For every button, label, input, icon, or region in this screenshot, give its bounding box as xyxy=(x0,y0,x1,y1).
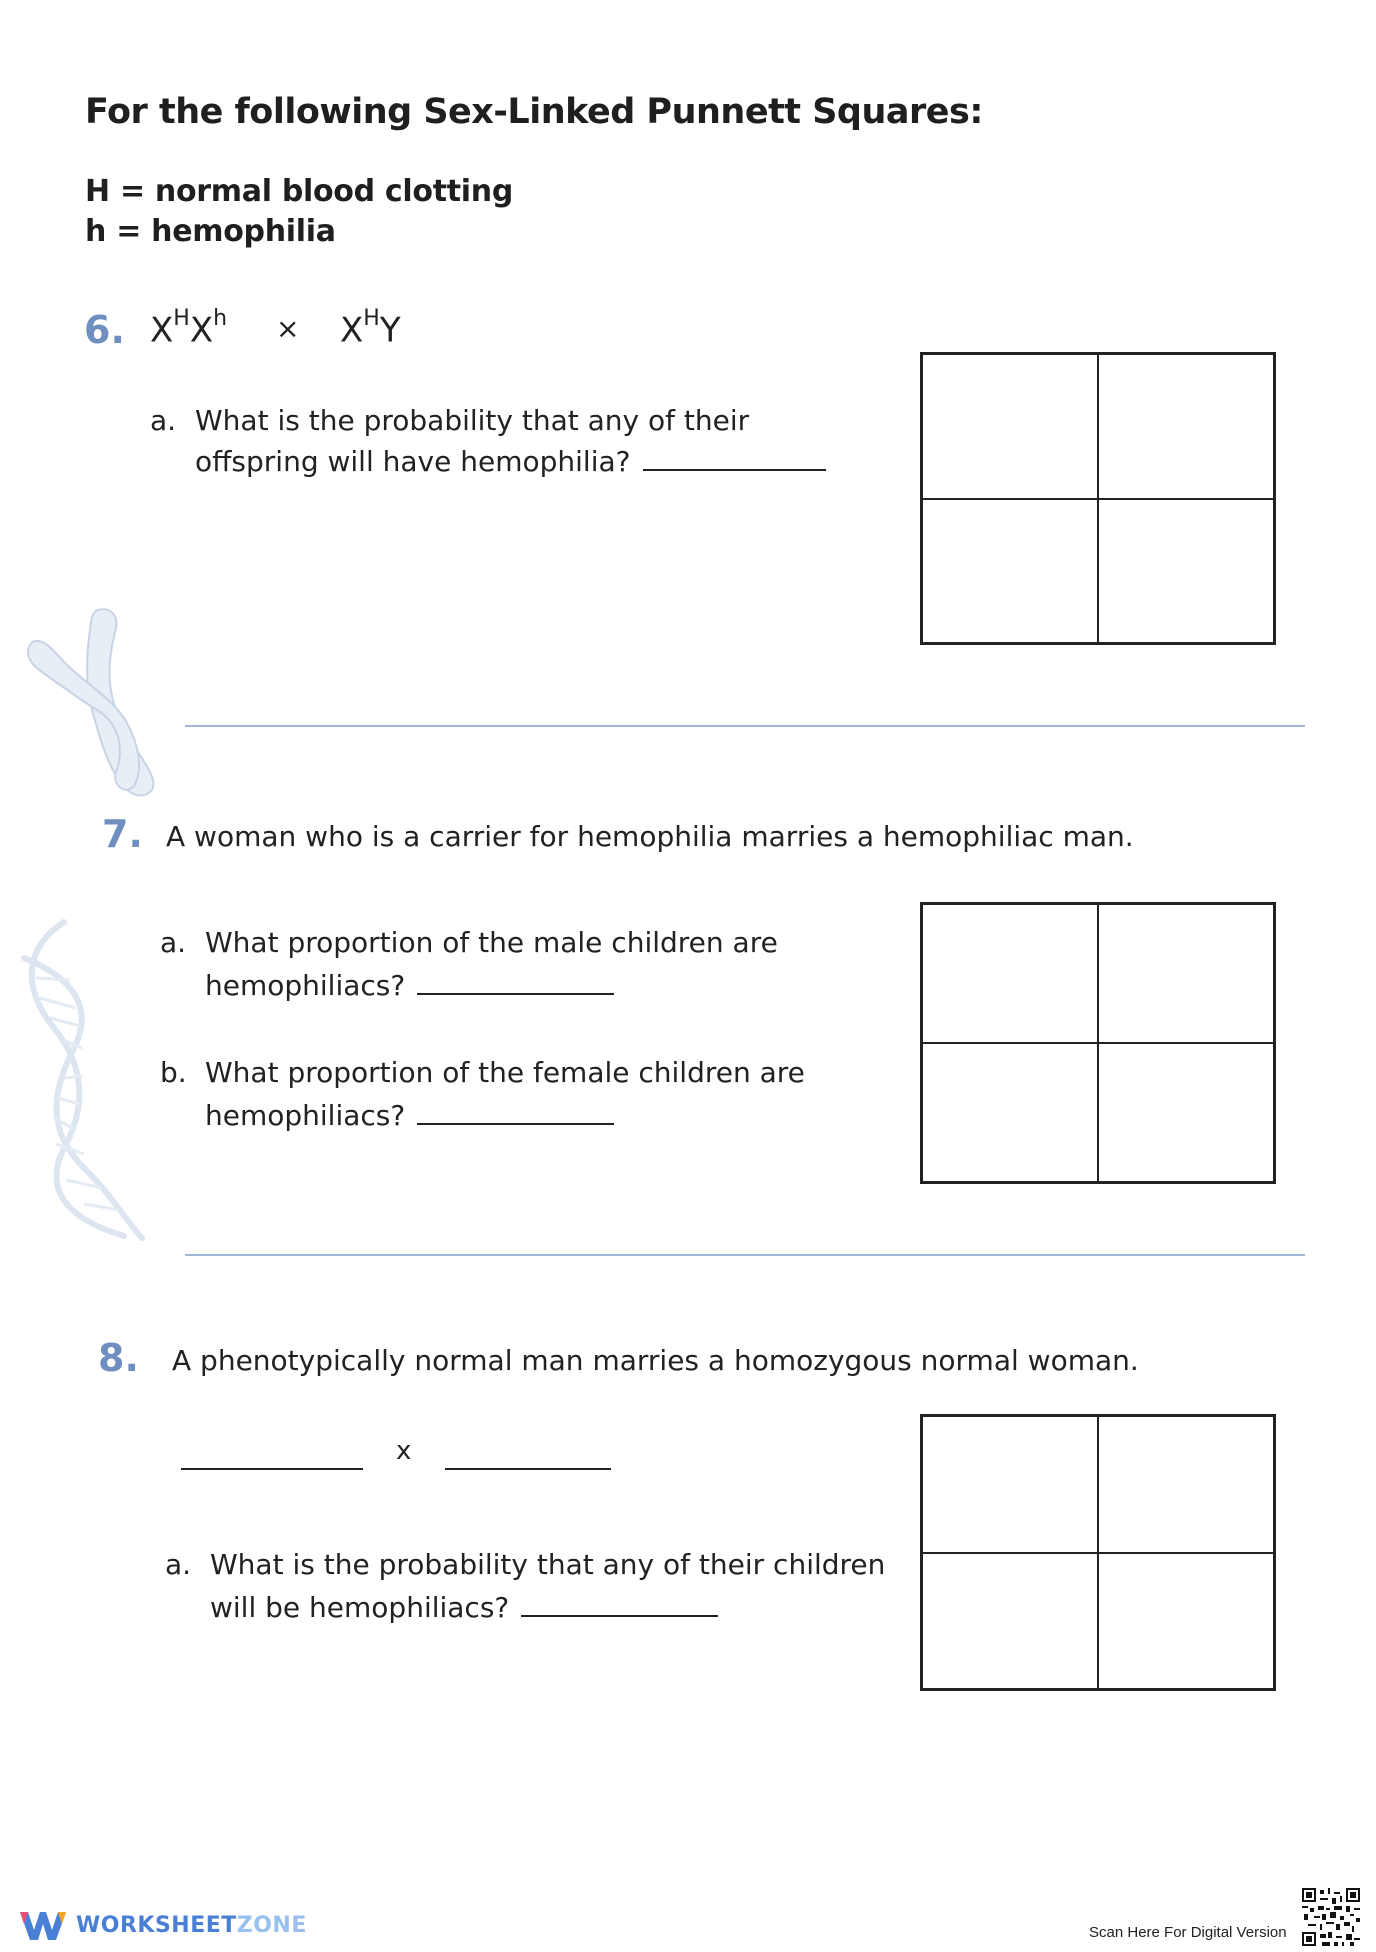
q7-part-a xyxy=(160,922,800,1012)
q8-a-answer-blank[interactable] xyxy=(521,1589,718,1617)
w-logo-icon xyxy=(18,1906,68,1946)
q6-punnett-square xyxy=(920,352,1276,645)
q8-cross-symbol: x xyxy=(396,1436,412,1466)
q7-text: A woman who is a carrier for hemophilia marries a hemophiliac man. xyxy=(166,820,1134,853)
q6-a-line1: What is the probability that any of their xyxy=(195,404,750,437)
q8-punnett-square xyxy=(920,1414,1276,1691)
brand-accent: ZONE xyxy=(236,1913,307,1938)
q8-a-letter: a. xyxy=(165,1548,192,1581)
qr-code-icon[interactable] xyxy=(1302,1888,1360,1946)
brand-main: WORKSHEET xyxy=(76,1913,237,1938)
punnett-cell[interactable] xyxy=(922,499,1098,644)
q8-part-a xyxy=(165,1544,886,1634)
legend-dominant: H = normal blood clotting xyxy=(85,174,513,209)
scan-caption: Scan Here For Digital Version xyxy=(1089,1924,1287,1941)
q8-a-line2: will be hemophiliacs? xyxy=(210,1591,510,1624)
q7-b-letter: b. xyxy=(160,1056,187,1089)
punnett-cell[interactable] xyxy=(1098,1043,1274,1182)
punnett-cell[interactable] xyxy=(1098,499,1274,644)
q7-a-line2: hemophiliacs? xyxy=(205,969,406,1002)
q6-mother-genotype: $X^HX^h$ xyxy=(150,306,228,351)
q7-b-line2: hemophiliacs? xyxy=(205,1099,406,1132)
dna-helix-icon xyxy=(14,918,154,1248)
q7-b-answer-blank[interactable] xyxy=(417,1097,614,1125)
q8-a-line1: What is the probability that any of their children xyxy=(210,1548,886,1581)
punnett-cell[interactable] xyxy=(1098,354,1274,499)
q8-mother-genotype-blank[interactable] xyxy=(445,1440,611,1470)
legend-recessive: h = hemophilia xyxy=(85,214,336,249)
q7-b-line1: What proportion of the female children are xyxy=(205,1056,805,1089)
question-8-number: 8. xyxy=(98,1336,139,1380)
punnett-cell[interactable] xyxy=(922,904,1098,1043)
brand-wordmark xyxy=(76,1913,307,1938)
q7-a-letter: a. xyxy=(160,926,187,959)
page-title: For the following Sex-Linked Punnett Squares: xyxy=(85,92,983,132)
q7-a-answer-blank[interactable] xyxy=(417,967,614,995)
q6-a-answer-blank[interactable] xyxy=(643,443,826,471)
punnett-cell[interactable] xyxy=(922,1416,1098,1553)
q6-a-line2: offspring will have hemophilia? xyxy=(195,445,631,478)
q7-a-line1: What proportion of the male children are xyxy=(205,926,778,959)
punnett-cell[interactable] xyxy=(1098,1553,1274,1690)
q6-father-genotype: $X^HY$ xyxy=(340,306,401,351)
q6-part-a xyxy=(150,400,790,490)
punnett-cell[interactable] xyxy=(1098,1416,1274,1553)
q8-text: A phenotypically normal man marries a homozygous normal woman. xyxy=(172,1344,1139,1377)
question-6-number: 6. xyxy=(84,308,125,352)
section-divider xyxy=(185,725,1305,727)
punnett-cell[interactable] xyxy=(922,1553,1098,1690)
q7-punnett-square xyxy=(920,902,1276,1184)
punnett-cell[interactable] xyxy=(922,354,1098,499)
punnett-cell[interactable] xyxy=(1098,904,1274,1043)
section-divider xyxy=(185,1254,1305,1256)
q6-cross-symbol: × xyxy=(276,312,300,345)
q6-a-letter: a. xyxy=(150,404,177,437)
chromosome-icon xyxy=(20,600,170,800)
q8-father-genotype-blank[interactable] xyxy=(181,1440,363,1470)
question-7-number: 7. xyxy=(102,812,143,856)
punnett-cell[interactable] xyxy=(922,1043,1098,1182)
q7-part-b xyxy=(160,1052,805,1142)
